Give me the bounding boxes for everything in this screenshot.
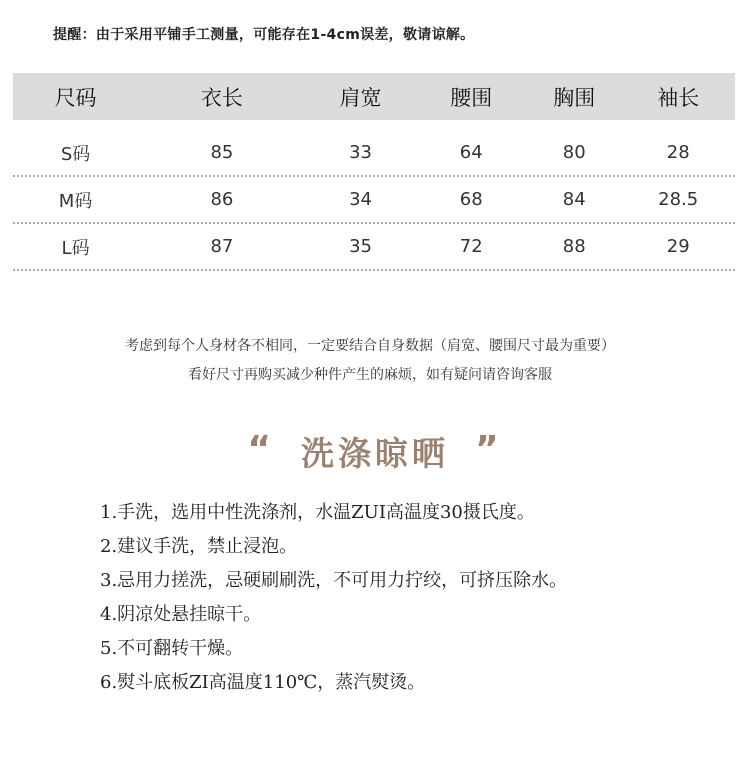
care-item: 5.不可翻转干燥。: [100, 638, 244, 659]
table-cell: 64: [459, 142, 483, 163]
table-cell: 85: [210, 142, 234, 163]
table-cell: 72: [459, 236, 483, 257]
header-shoulder: 肩宽: [339, 85, 382, 110]
care-item: 1.手洗，选用中性洗涤剂，水温ZUI高温度30摄氏度。: [100, 502, 535, 523]
table-cell: 86: [210, 189, 234, 210]
table-row: [13, 177, 735, 224]
care-item: 2.建议手洗，禁止浸泡。: [100, 536, 298, 557]
close-quote: ”: [475, 429, 503, 470]
table-cell: 28.5: [658, 189, 699, 210]
care-item: 3.忌用力搓洗，忌硬刷刷洗，不可用力拧绞，可挤压除水。: [100, 570, 568, 591]
table-cell: 28: [666, 142, 690, 163]
table-cell: S码: [60, 143, 91, 165]
size-tip-line: 看好尺寸再购买减少种件产生的麻烦，如有疑问请咨询客服: [188, 367, 552, 383]
table-cell: 80: [562, 142, 586, 163]
header-chest: 胸围: [553, 85, 596, 110]
table-cell: 34: [349, 189, 372, 210]
table-cell: 88: [562, 236, 586, 257]
size-table-header: [13, 73, 735, 120]
table-cell: M码: [58, 190, 93, 212]
care-item: 4.阴凉处悬挂晾干。: [100, 604, 262, 625]
care-item: 6.熨斗底板ZI高温度110℃，蒸汽熨烫。: [100, 672, 426, 693]
care-instructions-list: [100, 500, 567, 704]
header-length: 衣长: [200, 85, 243, 110]
measurement-notice: 提醒：由于采用平铺手工测量，可能存在1-4cm误差，敬请谅解。: [53, 27, 475, 43]
size-table: [13, 73, 735, 271]
table-cell: 35: [349, 236, 372, 257]
table-cell: L码: [61, 237, 90, 259]
header-size: 尺码: [54, 85, 97, 110]
care-title-text: 洗涤晾晒: [301, 434, 449, 473]
table-cell: 68: [459, 189, 483, 210]
size-tip-line: 考虑到每个人身材各不相同，一定要结合自身数据（肩宽、腰围尺寸最为重要）: [125, 338, 615, 354]
care-section-title: [0, 428, 750, 475]
header-waist: 腰围: [450, 85, 493, 110]
table-row: [13, 130, 735, 177]
table-cell: 87: [210, 236, 234, 257]
table-cell: 33: [349, 142, 372, 163]
header-sleeve: 袖长: [657, 85, 700, 110]
table-cell: 84: [562, 189, 586, 210]
table-row: [13, 224, 735, 271]
table-cell: 29: [666, 236, 690, 257]
open-quote: “: [247, 429, 275, 470]
